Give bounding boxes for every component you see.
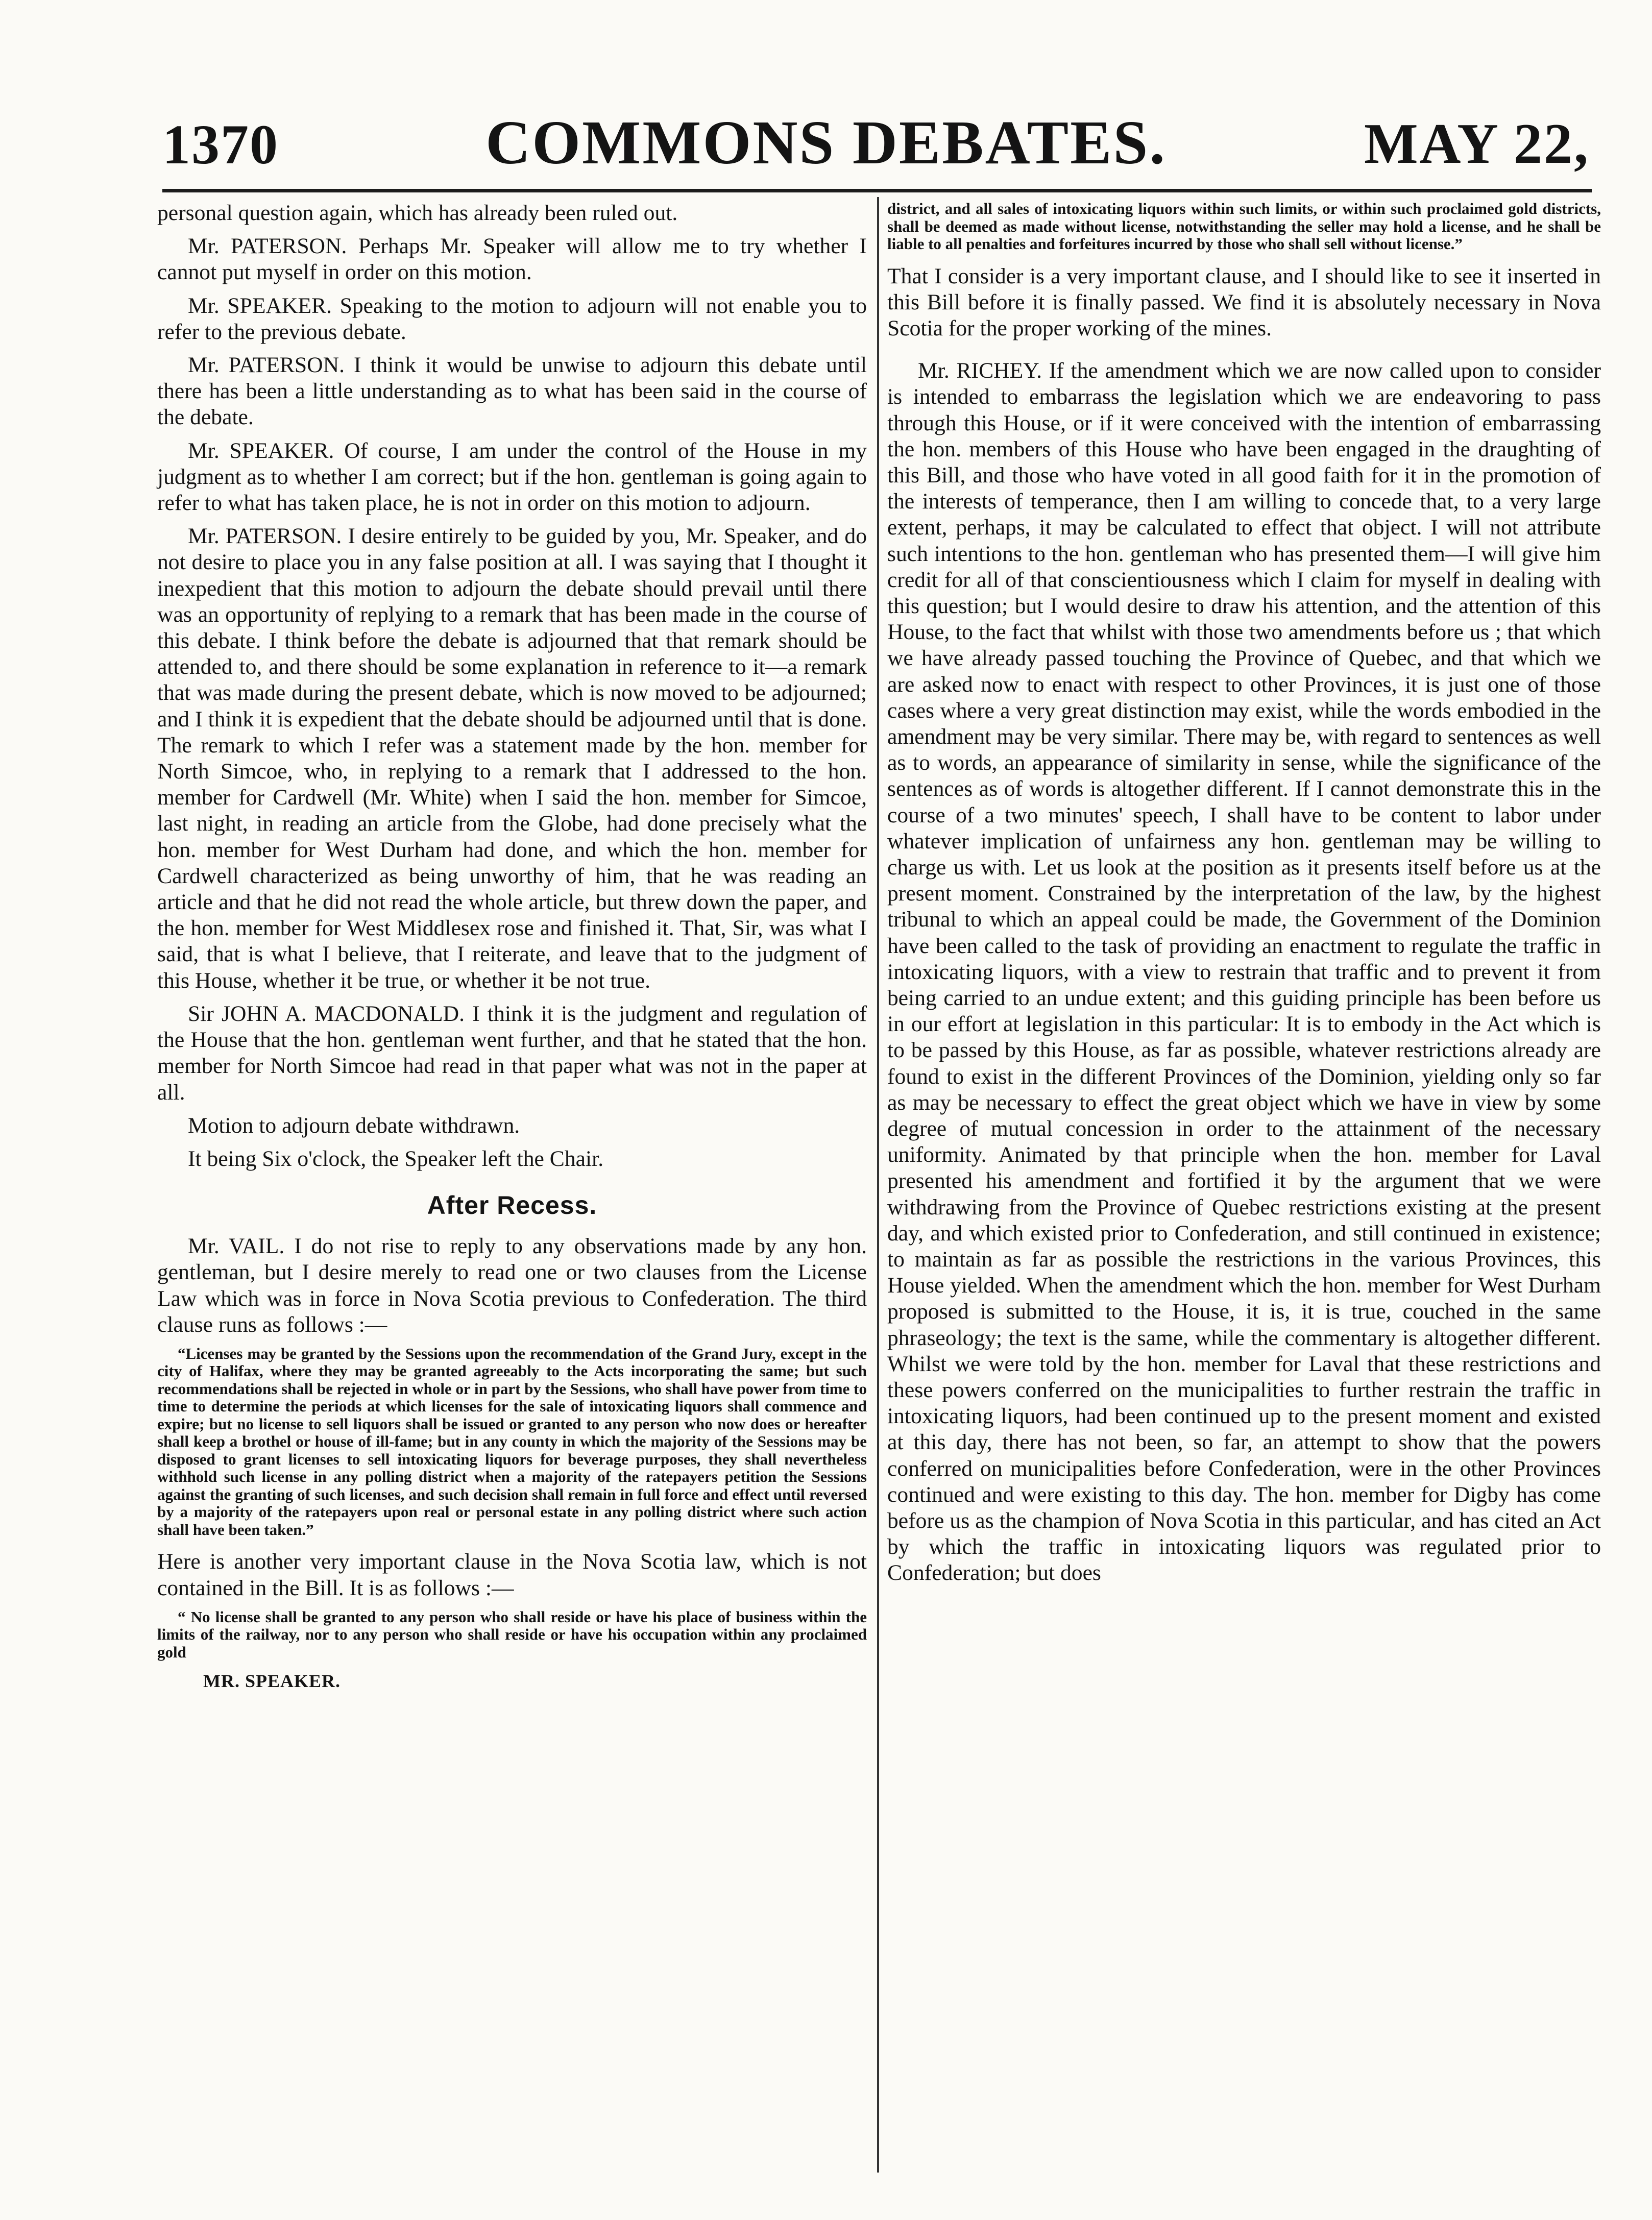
- page-header: [0, 102, 1652, 194]
- column-divider: [877, 197, 879, 2173]
- section-heading: After Recess.: [427, 1191, 597, 1220]
- header-rule: [162, 189, 1592, 192]
- page-number: 1370: [162, 113, 279, 176]
- paragraph: It being Six o'clock, the Speaker left the Chair.: [188, 1146, 604, 1171]
- paragraph: Here is another very important clause in the Nova Scotia law, which is not contained in the Bill. It is as follows :—: [157, 1549, 867, 1600]
- paragraph: Mr. PATERSON. I desire entirely to be guided by you, Mr. Speaker, and do not desire to place you in any false position at all. I was saying that I thought it inexpedient that this motion to adjourn the debate should prevail until there was an opportunity of replying to a remark that has been made in the course of this debate. I think before the debate is adjourned that that remark should be attended to, and there should be some explanation in reference to it—a remark that was made during the present debate, which is now moved to be adjourned; and I think it is expedient that the debate should be adjourned until that is done. The remark to which I refer was a statement made by the hon. member for North Simcoe, who, in replying to a remark that I addressed to the hon. member for Cardwell (Mr. White) when I said the hon. member for Simcoe, last night, in reading an article from the Globe, had done precisely what the hon. member for West Durham had done, and which the hon. member for Cardwell characterized as being unworthy of him, that he was reading an article and that he did not read the whole article, but threw down the paper, and the hon. member for West Middlesex rose and finished it. That, Sir, was what I said, that is what I believe, that I reiterate, and leave that to the judgment of this House, whether it be true, or whether it be not true.: [157, 524, 867, 993]
- left-column: [157, 200, 867, 1691]
- publication-title: COMMONS DEBATES.: [485, 108, 1167, 177]
- block-quote-continued: district, and all sales of intoxicating liquors within such limits, or within such proclaimed gold districts, shall be deemed as made without license, notwithstanding the seller may hold a license, and he shall be liable to all penalties and forfeitures incurred by those who shall sell without license.”: [887, 200, 1601, 253]
- paragraph: Mr. VAIL. I do not rise to reply to any observations made by any hon. gentleman, but I desire merely to read one or two clauses from the License Law which was in force in Nova Scotia previous to Confederation. The third clause runs as follows :—: [157, 1234, 867, 1337]
- block-quote: “ No license shall be granted to any person who shall reside or have his place of business within the limits of the railway, nor to any person who shall reside or have his occupation within any proclaimed gold: [157, 1607, 867, 1661]
- paragraph: Sir JOHN A. MACDONALD. I think it is the judgment and regulation of the House that the hon. gentleman went further, and that he stated that the hon. member for North Simcoe had read in that paper what was not in the paper at all.: [157, 1001, 867, 1105]
- paragraph: personal question again, which has already been ruled out.: [157, 201, 678, 225]
- catchword: MR. SPEAKER.: [203, 1671, 341, 1692]
- block-quote: “Licenses may be granted by the Sessions upon the recommendation of the Grand Jury, except in the city of Halifax, where they may be granted agreeably to the Acts incorporating the same; but such recommendations shall be rejected in whole or in part by the Sessions, who shall have power from time to time to determine the periods at which licenses for the sale of intoxicating liquors shall commence and expire; but no license to sell liquors shall be issued or granted to any person who now does or hereafter shall keep a brothel or house of ill-fame; but in any county in which the majority of the Sessions may be disposed to grant licenses to sell intoxicating liquors for beverage purposes, they shall nevertheless withhold such license in any polling district when a majority of the ratepayers petition the Sessions against the granting of such licenses, and such decision shall remain in full force and effect until reversed by a majority of the ratepayers upon real or personal estate in any polling district where such action shall have been taken.”: [157, 1344, 867, 1539]
- paragraph: Mr. SPEAKER. Speaking to the motion to adjourn will not enable you to refer to the previous debate.: [157, 293, 867, 344]
- paragraph: That I consider is a very important clause, and I should like to see it inserted in this Bill before it is finally passed. We find it is absolutely necessary in Nova Scotia for the proper working of the mines.: [887, 263, 1601, 340]
- page-date: MAY 22,: [1364, 112, 1590, 176]
- paragraph: Mr. PATERSON. Perhaps Mr. Speaker will allow me to try whether I cannot put myself in order on this motion.: [157, 234, 867, 285]
- paragraph: Mr. PATERSON. I think it would be unwise to adjourn this debate until there has been a little understanding as to what has been said in the course of the debate.: [157, 353, 867, 430]
- right-column: [887, 200, 1601, 1594]
- paragraph: Mr. SPEAKER. Of course, I am under the control of the House in my judgment as to whether I am correct; but if the hon. gentleman is going again to refer to what has taken place, he is not in order on this motion to adjourn.: [157, 438, 867, 516]
- paragraph: Mr. RICHEY. If the amendment which we are now called upon to consider is intended to embarrass the legislation which we are endeavoring to pass through this House, or if it were conceived with the intention of embarrassing the hon. members of this House who have been engaged in the draughting of this Bill, and those who have voted in all good faith for it in the promotion of the interests of temperance, then I am willing to concede that, to a very large extent, perhaps, it may be calculated to effect that object. I will not attribute such intentions to the hon. gentleman who has presented them—I will give him credit for all of that conscientiousness which I claim for myself in dealing with this question; but I would desire to draw his attention, and the attention of this House, to the fact that whilst with those two amendments before us ; that which we have already passed touching the Province of Quebec, and that which we are asked now to enact with respect to other Provinces, it is just one of those cases where a very great distinction may exist, while the words embodied in the amendment may be very similar. There may be, with regard to sentences as well as to words, an appearance of similarity in sense, while the significance of the sentences as of words is altogether different. If I cannot demonstrate this in the course of a two minutes' speech, I shall have to be content to labor under whatever implication of unfairness any hon. gentleman may be willing to charge us with. Let us look at the position as it presents itself before us at the present moment. Constrained by the interpretation of the law, by the highest tribunal to which an appeal could be made, the Government of the Dominion have been called to the task of providing an enactment to regulate the traffic in intoxicating liquors, with a view to restrain that traffic and to prevent it from being carried to an undue extent; and this guiding principle has been before us in our effort at legislation in this particular: It is to embody in the Act which is to be passed by this House, as far as possible, whatever restrictions already are found to exist in the different Provinces of the Dominion, yielding only so far as may be necessary to effect the great object which we have in view by some degree of mutual concession in order to the attainment of the necessary uniformity. Animated by that principle when the hon. member for Laval presented his amendment and fortified it by the argument that we were withdrawing from the Province of Quebec restrictions existing at the present day, and which existed prior to Confederation, and still continued in existence; to maintain as far as possible the restrictions in the various Provinces, this House yielded. When the amendment which the hon. member for West Durham proposed is submitted to the House, it is, it is true, couched in the same phraseology; the text is the same, while the commentary is altogether different. Whilst we were told by the hon. member for Laval that these restrictions and these powers conferred on the municipalities to further restrain the traffic in intoxicating liquors, had been continued up to the present moment and existed at this day, there has not been, so far, an attempt to show that the powers conferred on municipalities before Confederation, were in the other Provinces continued and were existing to this day. The hon. member for Digby has come before us as the champion of Nova Scotia in this particular, and has cited an Act by which the traffic in intoxicating liquors was regulated prior to Confederation; but does: [887, 358, 1601, 1585]
- paragraph: Motion to adjourn debate withdrawn.: [188, 1113, 520, 1138]
